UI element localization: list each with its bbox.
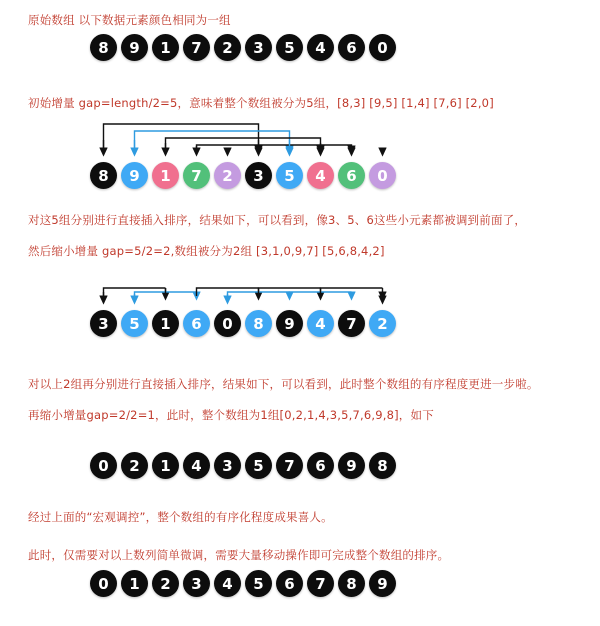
array-row-original xyxy=(90,34,396,61)
note-after-gap5-line1: 对这5组分别进行直接插入排序，结果如下，可以看到，像3、5、6这些小元素都被调到前面了， xyxy=(28,213,527,227)
array-cell: 1 xyxy=(121,570,148,597)
array-cell: 8 xyxy=(338,570,365,597)
array-cell: 3 xyxy=(245,34,272,61)
array-cell: 2 xyxy=(152,570,179,597)
array-cell: 4 xyxy=(183,452,210,479)
array-cell: 0 xyxy=(369,162,396,189)
array-cell: 1 xyxy=(152,162,179,189)
array-cell: 4 xyxy=(307,310,334,337)
array-cell: 8 xyxy=(245,310,272,337)
array-cell: 8 xyxy=(369,452,396,479)
array-cell: 6 xyxy=(276,570,303,597)
array-cell: 8 xyxy=(90,162,117,189)
array-cell: 9 xyxy=(369,570,396,597)
array-cell: 9 xyxy=(121,34,148,61)
array-cell: 7 xyxy=(183,162,210,189)
array-cell: 7 xyxy=(276,452,303,479)
array-cell: 1 xyxy=(152,310,179,337)
array-cell: 6 xyxy=(338,162,365,189)
array-cell: 9 xyxy=(338,452,365,479)
array-cell: 5 xyxy=(245,452,272,479)
note-macro-control: 经过上面的“宏观调控”，整个数组的有序化程度成果喜人。 xyxy=(28,510,333,524)
array-cell: 0 xyxy=(90,452,117,479)
array-cell: 4 xyxy=(307,34,334,61)
array-cell: 0 xyxy=(369,34,396,61)
note-after-gap2-line1: 对以上2组再分别进行直接插入排序，结果如下，可以看到，此时整个数组的有序程度更进一步啦。 xyxy=(28,377,539,391)
array-cell: 2 xyxy=(214,162,241,189)
array-row-sorted xyxy=(90,570,396,597)
array-row-gap2 xyxy=(90,310,396,337)
array-cell: 9 xyxy=(121,162,148,189)
array-cell: 5 xyxy=(121,310,148,337)
array-cell: 5 xyxy=(276,162,303,189)
array-cell: 0 xyxy=(214,310,241,337)
array-cell: 0 xyxy=(90,570,117,597)
array-cell: 8 xyxy=(90,34,117,61)
array-cell: 2 xyxy=(121,452,148,479)
array-cell: 6 xyxy=(183,310,210,337)
array-cell: 5 xyxy=(276,34,303,61)
array-cell: 1 xyxy=(152,34,179,61)
array-cell: 2 xyxy=(214,34,241,61)
array-cell: 2 xyxy=(369,310,396,337)
array-cell: 3 xyxy=(90,310,117,337)
array-cell: 3 xyxy=(214,452,241,479)
note-after-gap2-line2: 再缩小增量gap=2/2=1，此时，整个数组为1组[0,2,1,4,3,5,7,6,9,8]，如下 xyxy=(28,408,434,422)
note-gap5: 初始增量 gap=length/2=5，意味着整个数组被分为5组，[8,3] [9,5] [1,4] [7,6] [2,0] xyxy=(28,96,494,110)
note-original-array: 原始数组 以下数据元素颜色相同为一组 xyxy=(28,13,231,27)
array-cell: 7 xyxy=(183,34,210,61)
array-cell: 6 xyxy=(338,34,365,61)
array-row-gap5 xyxy=(90,162,396,189)
note-after-gap5-line2: 然后缩小增量 gap=5/2=2,数组被分为2组 [3,1,0,9,7] [5,6,8,4,2] xyxy=(28,244,385,258)
array-cell: 7 xyxy=(338,310,365,337)
note-final-tuning: 此时，仅需要对以上数列简单微调，需要大量移动操作即可完成整个数组的排序。 xyxy=(28,548,450,562)
array-cell: 3 xyxy=(245,162,272,189)
array-cell: 7 xyxy=(307,570,334,597)
array-cell: 5 xyxy=(245,570,272,597)
array-cell: 4 xyxy=(307,162,334,189)
array-row-gap1 xyxy=(90,452,396,479)
array-cell: 9 xyxy=(276,310,303,337)
array-cell: 4 xyxy=(214,570,241,597)
array-cell: 1 xyxy=(152,452,179,479)
array-cell: 3 xyxy=(183,570,210,597)
array-cell: 6 xyxy=(307,452,334,479)
